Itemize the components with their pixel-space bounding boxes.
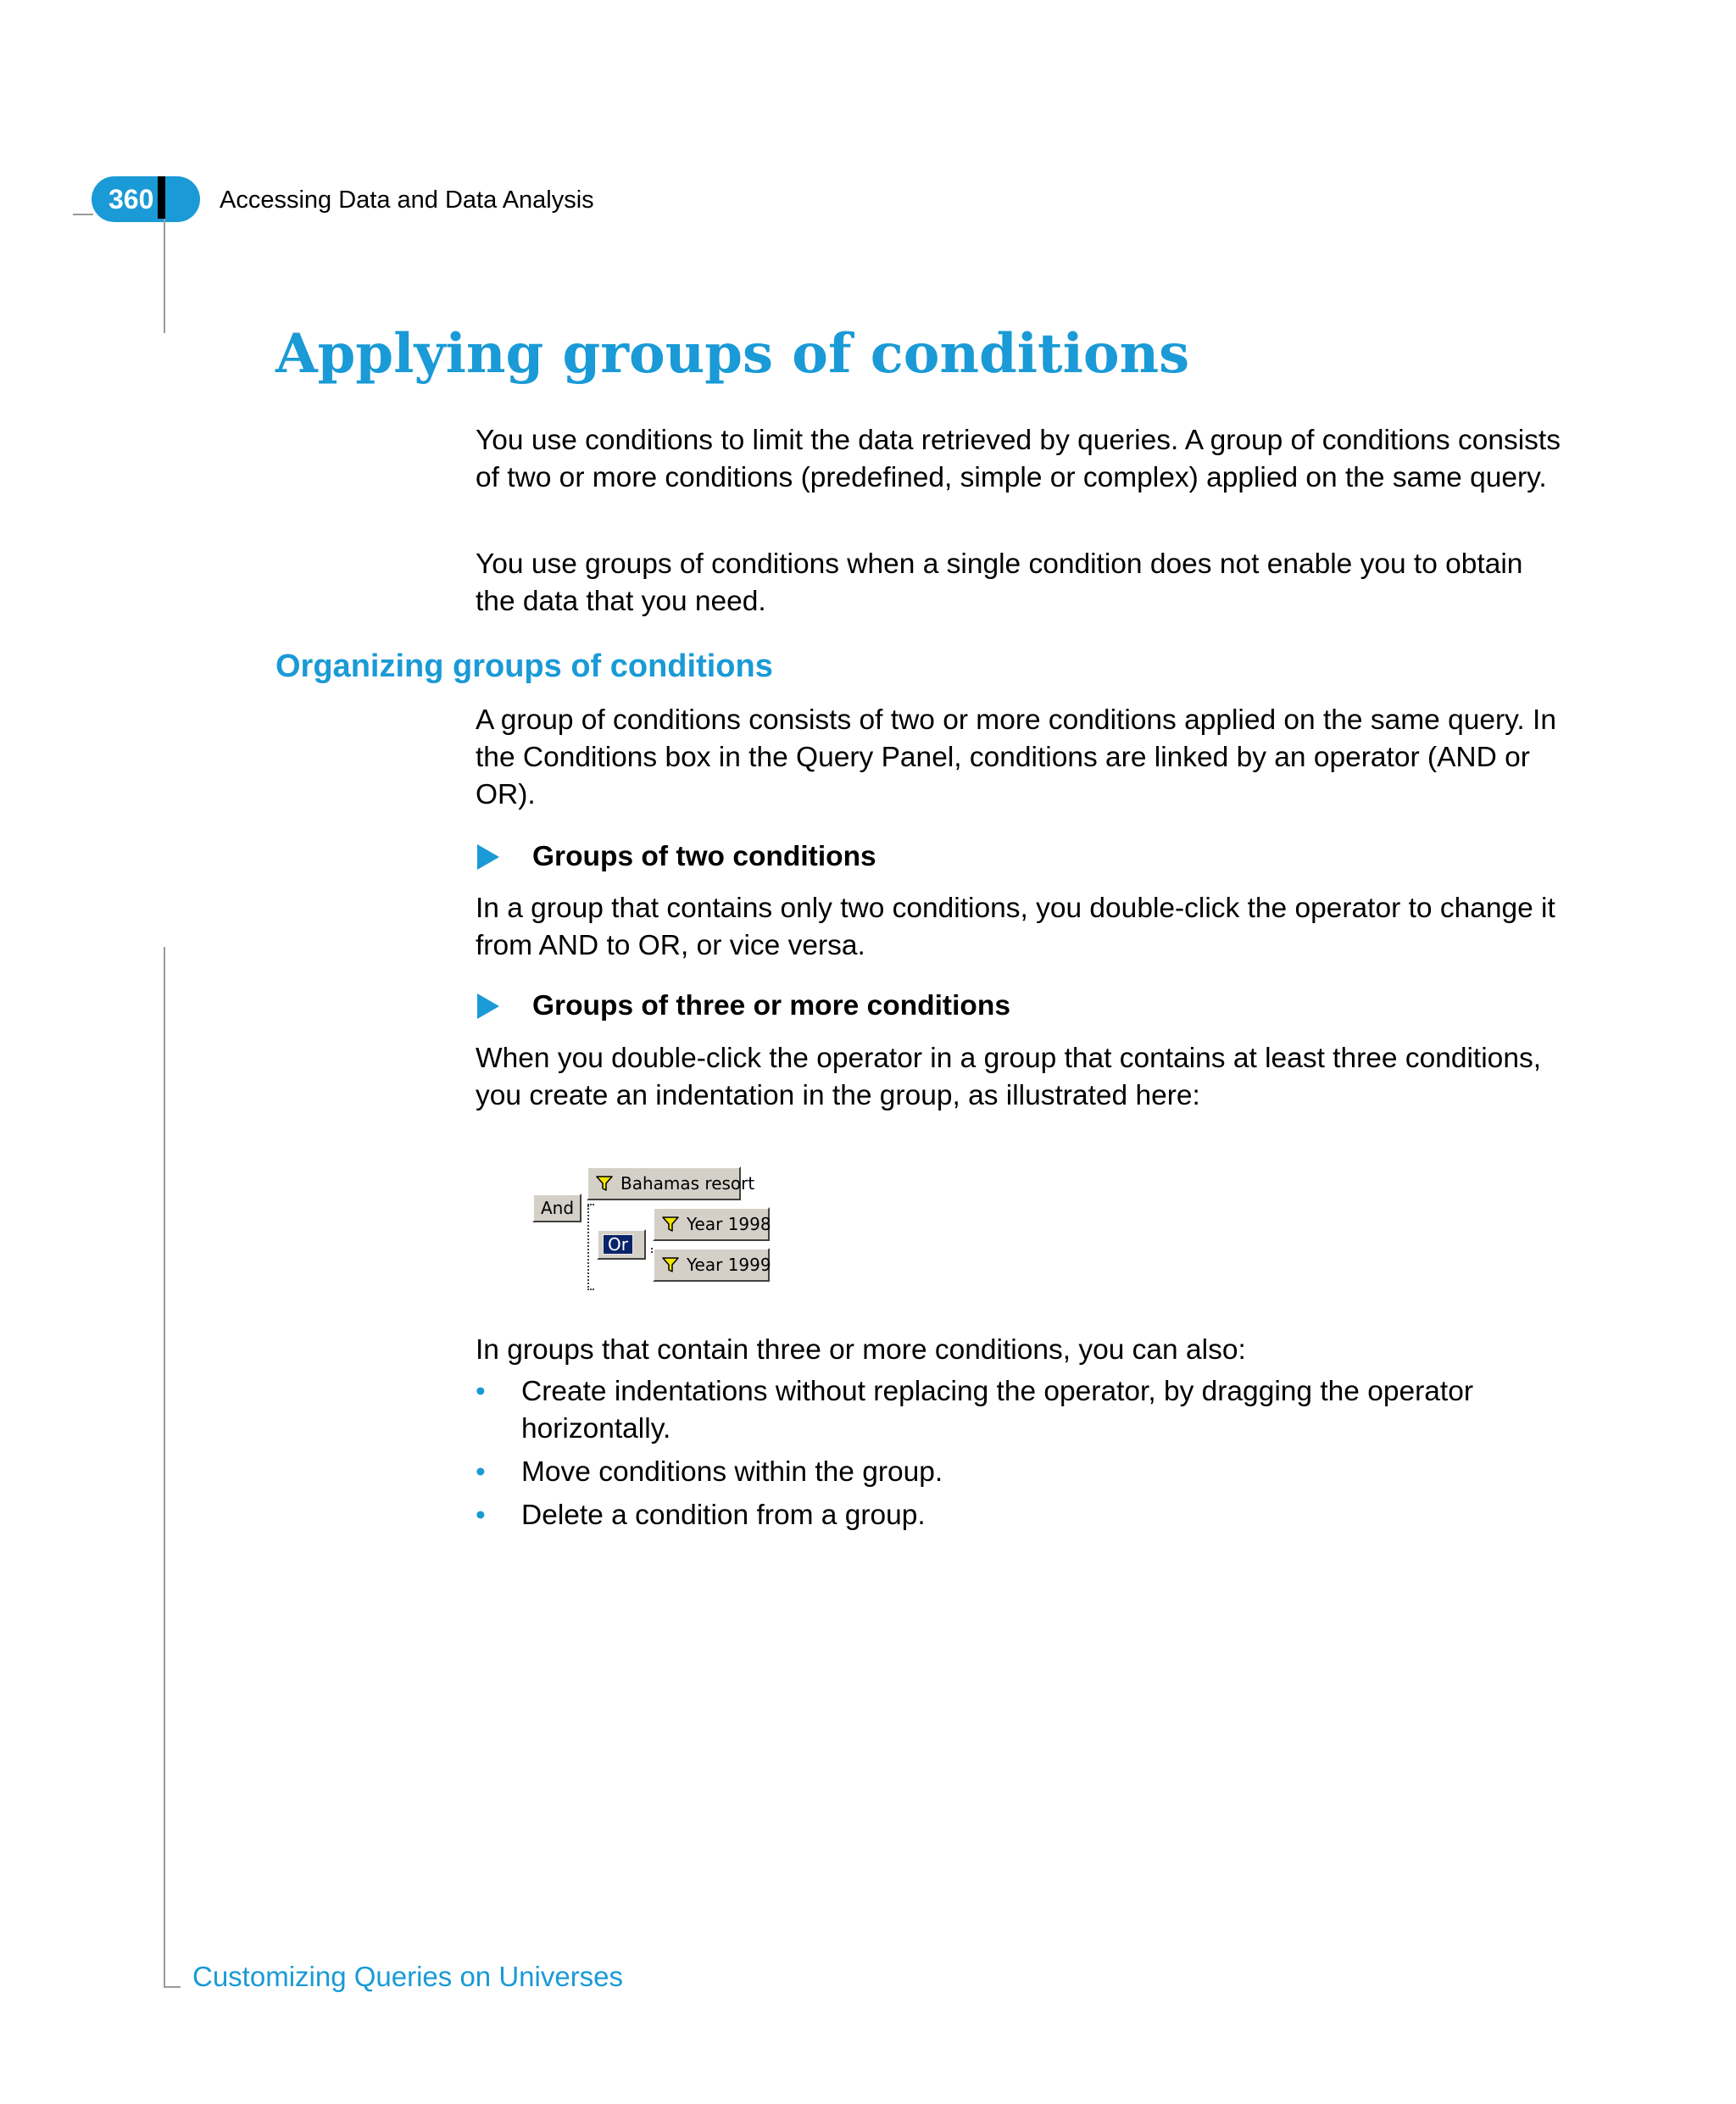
page-title: Applying groups of conditions xyxy=(275,322,1190,386)
condition-group-illustration xyxy=(526,1161,780,1297)
intro-paragraph-1: You use conditions to limit the data retrieved by queries. A group of conditions consists of two or more conditions (predefined, simple or complex) applied on the same query. xyxy=(476,425,1561,493)
subheading-text: Groups of three or more conditions xyxy=(532,990,1010,1021)
or-operator-button[interactable] xyxy=(597,1229,646,1260)
and-operator-label: And xyxy=(541,1198,575,1218)
group-bracket-bottom xyxy=(587,1289,594,1290)
bullet-dot-icon: • xyxy=(476,1376,486,1407)
subheading-two-conditions xyxy=(477,838,876,876)
intro-paragraph-2: You use groups of conditions when a single condition does not enable you to obtain the data that you need. xyxy=(476,548,1523,617)
list-item-text: Create indentations without replacing the operator, by dragging the operator horizontally. xyxy=(521,1376,1473,1444)
triangle-bullet-icon xyxy=(477,994,499,1019)
list-item xyxy=(476,1454,1569,1491)
subheading-text: Groups of two conditions xyxy=(532,841,876,872)
list-item-text: Move conditions within the group. xyxy=(521,1456,943,1488)
condition-year-1998[interactable] xyxy=(653,1207,770,1241)
header-margin-line xyxy=(164,219,165,333)
footer-margin-line xyxy=(164,947,165,1988)
sub1-paragraph: In a group that contains only two conditions, you double-click the operator to change it from AND to OR, or vice versa. xyxy=(476,893,1555,961)
subheading-three-conditions xyxy=(477,988,1010,1025)
or-operator-label: Or xyxy=(604,1235,632,1254)
triangle-bullet-icon xyxy=(477,844,499,870)
bullet-dot-icon: • xyxy=(476,1456,486,1488)
page-number-divider xyxy=(158,176,165,219)
condition-bahamas-resort[interactable] xyxy=(587,1166,755,1200)
condition-label: Year 1999 xyxy=(687,1255,771,1275)
condition-label: Year 1998 xyxy=(687,1214,771,1234)
bullet-list xyxy=(476,1373,1569,1540)
sub2-paragraph: When you double-click the operator in a group that contains at least three conditions, you create an indentation in the group, as illustrated here: xyxy=(476,1043,1542,1111)
list-item-text: Delete a condition from a group. xyxy=(521,1500,926,1531)
bullet-dot-icon: • xyxy=(476,1500,486,1531)
filter-funnel-icon xyxy=(661,1255,680,1274)
running-title: Accessing Data and Data Analysis xyxy=(220,186,594,214)
footer-rule xyxy=(164,1986,181,1988)
list-item xyxy=(476,1497,1569,1534)
and-operator-button[interactable] xyxy=(532,1194,581,1222)
filter-funnel-icon xyxy=(661,1215,680,1233)
header-rule xyxy=(73,214,93,215)
footer-title: Customizing Queries on Universes xyxy=(192,1961,624,1992)
filter-funnel-icon xyxy=(595,1174,614,1193)
group-bracket-top xyxy=(587,1204,594,1205)
list-item xyxy=(476,1373,1569,1448)
page-number: 360 xyxy=(108,184,154,214)
after-illustration-paragraph: In groups that contain three or more conditions, you can also: xyxy=(476,1334,1246,1366)
section-paragraph: A group of conditions consists of two or more conditions applied on the same query. In the Conditions box in the Query Panel, conditions are linked by an operator (AND or OR). xyxy=(476,704,1556,810)
group-bracket-line xyxy=(587,1205,589,1290)
condition-year-1999[interactable] xyxy=(653,1248,770,1282)
condition-label: Bahamas resort xyxy=(620,1173,755,1194)
section-heading: Organizing groups of conditions xyxy=(275,648,773,684)
